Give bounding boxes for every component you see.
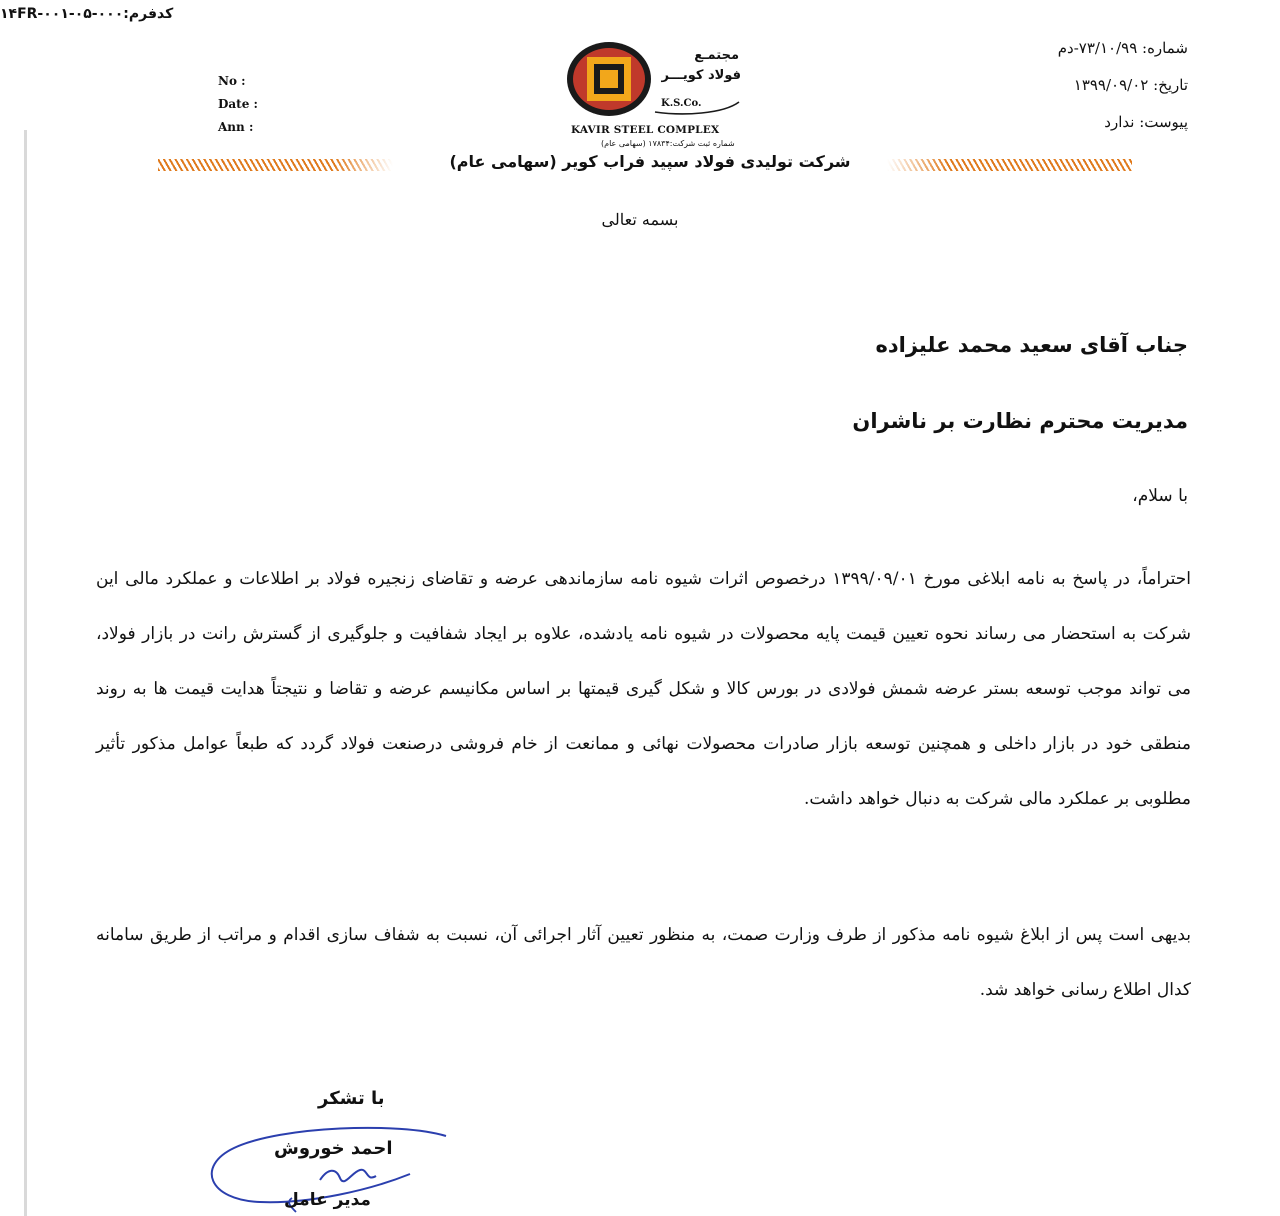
meta-date-label: Date : [218,97,258,111]
letter-meta-en [218,70,258,139]
form-code: کدفرم:۰۰۰-۰۵-۱۴FR-۰۰۱ [0,6,174,22]
logo-english-name: KAVIR STEEL COMPLEX [571,124,720,136]
bismillah: بسمه تعالی [601,210,679,229]
addressee-title: مدیریت محترم نظارت بر ناشران [852,409,1188,433]
meta-ann-label: Ann : [218,120,254,134]
header-stripe-left [158,159,393,171]
logo-ksco: K.S.Co. [661,98,702,109]
kavir-steel-logo-icon [565,40,657,118]
signer-title: مدیر عامل [284,1190,371,1210]
letter-meta-fa [1058,30,1188,141]
letter-date: تاریخ: ۱۳۹۹/۰۹/۰۲ [1073,76,1188,94]
company-name: شرکت تولیدی فولاد سپید فراب کویر (سهامی عام) [449,152,851,171]
letter-number: شماره: ۷۳/۱۰/۹۹-دم [1057,39,1188,57]
meta-no-label: No : [218,74,246,88]
letter-attachment: پیوست: ندارد [1104,113,1188,131]
addressee-name: جناب آقای سعید محمد علیزاده [875,333,1188,357]
logo-registration: شماره ثبت شرکت:۱۷۸۳۴ (سهامی عام) [601,139,735,148]
header-stripe-right [887,159,1132,171]
company-logo [565,40,745,150]
scan-edge [24,130,27,1216]
body-paragraph: بدیهی است پس از ابلاغ شیوه نامه مذکور از طرف وزارت صمت، به منظور تعیین آثار اجرائی آن، نسبت به شفاف سازی اقدام و مراتب از طریق سامانه کدال اطلاع رسانی خواهد شد. [96,925,1191,1000]
body-paragraph: احتراماً، در پاسخ به نامه ابلاغی مورخ ۱۳۹۹/۰۹/۰۱ درخصوص اثرات شیوه نامه سازماندهی عرضه و تقاضای زنجیره فولاد بر اطلاعات و عملکرد مالی این شرکت به استحضار می رساند نحوه تعیین قیمت پایه محصولات در شیوه نامه یادشده، علاوه بر ایجاد شفافیت و جلوگیری از گسترش رانت در بازار فولاد، می تواند موجب توسعه بستر عرضه شمش فولادی در بورس کالا و شکل گیری قیمتها بر اساس مکانیسم عرضه و تقاضا و نتیجتاً هدایت قیمت ها به روند منطقی خود در بازار داخلی و همچنین توسعه بازار صادرات محصولات نهائی و ممانعت از خام فروشی درصنعت فولاد گردد که طبعاً عوامل مذکور تأثیر مطلوبی بر عملکرد مالی شرکت به دنبال خواهد داشت. [96,569,1191,809]
logo-title-line2: فولاد کویـــر [661,68,741,83]
logo-title-line1: مجتمـع [694,48,739,63]
signer-name: احمد خوروش [274,1138,393,1159]
greeting: با سلام، [1132,486,1188,506]
closing-thanks: با تشکر [318,1088,385,1109]
signature-block [200,1080,480,1216]
